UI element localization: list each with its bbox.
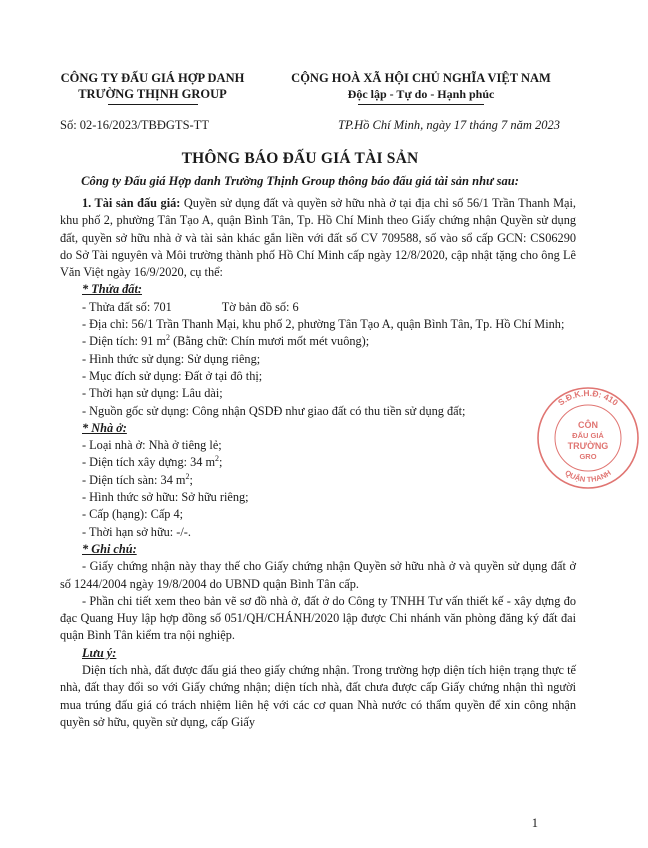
national-title: CỘNG HOÀ XÃ HỘI CHỦ NGHĨA VIỆT NAM — [291, 71, 551, 85]
section-asset-label: 1. Tài sản đấu giá: — [82, 196, 181, 210]
company-name-line2: TRƯỜNG THỊNH GROUP — [78, 87, 227, 101]
note-1: - Giấy chứng nhận này thay thế cho Giấy chứng nhận Quyền sở hữu nhà ở và quyền sử dụng đất ở số 1244/2004 ngày 19/8/2004 do UBND quận Bình Tân cấp. — [60, 559, 576, 591]
house-build-area: - Diện tích xây dựng: 34 $m^2$; — [82, 454, 223, 470]
caution-text: Diện tích nhà, đất được đấu giá theo giấy chứng nhận. Trong trường hợp diện tích hiện trạng thực tế nhà, đất thay đổi so với Giấy chứng nhận; diện tích nhà, đất chưa được cấp Giấy chứng nhận thì người mua trúng đấu giá có trách nhiệm liên hệ với các cơ quan Nhà nước có thẩm quyền để xin công nhận quyền sở hữu, quyền sử dụng, cấp Giấy — [60, 663, 576, 729]
company-underline — [108, 104, 198, 105]
land-purpose: - Mục đích sử dụng: Đất ở tại đô thị; — [82, 368, 263, 383]
company-name-line1: CÔNG TY ĐẤU GIÁ HỢP DANH — [60, 71, 245, 85]
place-and-date: TP.Hồ Chí Minh, ngày 17 tháng 7 năm 2023 — [338, 118, 560, 132]
parcel-number: - Thửa đất số: 701 — [82, 299, 172, 314]
stamp-ring-text: S.Đ.K.H.Đ: 410 — [555, 387, 621, 408]
stamp-inner-4: GRO — [579, 452, 597, 461]
house-ownership: - Hình thức sở hữu: Sở hữu riêng; — [82, 490, 249, 505]
land-heading: * Thửa đất: — [82, 282, 142, 297]
map-sheet-number: Tờ bản đồ số: 6 — [221, 299, 299, 314]
section-asset-text: Quyền sử dụng đất và quyền sở hữu nhà ở tại địa chỉ số 56/1 Trần Thanh Mại, khu phố 2, phường Tân Tạo A, quận Bình Tân, Tp. Hồ Chí Minh theo Giấy chứng nhận Quyền sử dụng đất, quyền sở hữu nhà ở và tài sản khác gắn liền với đất số CV 709588, số vào sổ cấp GCN: CS06290 do Sở Tài nguyên và Môi trường thành phố Hồ Chí Minh cấp ngày 12/8/2020, cập nhật tặng cho ông Lê Văn Việt ngày 16/9/2020, cụ thể: — [60, 196, 576, 280]
house-type: - Loại nhà ở: Nhà ở tiêng lẻ; — [82, 438, 222, 453]
stamp-inner-2: ĐẤU GIÁ — [572, 431, 604, 440]
note-2: - Phần chi tiết xem theo bản vẽ sơ đồ nhà ở, đất ở do Công ty TNHH Tư vấn thiết kế - xây dựng đo đạc Quang Huy lập hợp đồng số 051/QH/CHÁNH/2020 lập được Chi nhánh văn phòng đăng ký đất đai quận Bình Tân kiểm tra nội nghiệp. — [60, 593, 576, 643]
parcel-line — [60, 299, 576, 316]
house-grade: - Cấp (hạng): Cấp 4; — [82, 507, 184, 522]
document-title: THÔNG BÁO ĐẤU GIÁ TÀI SẢN — [181, 150, 419, 167]
land-use-form: - Hình thức sử dụng: Sử dụng riêng; — [82, 351, 261, 366]
notes-heading-line — [60, 541, 576, 558]
stamp-bottom-text: QUẬN THANH — [563, 468, 613, 485]
stamp-inner-3: TRƯỜNG — [567, 441, 609, 451]
page-number: 1 — [531, 816, 538, 830]
national-motto: Độc lập - Tự do - Hạnh phúc — [347, 87, 495, 101]
house-floor-area: - Diện tích sàn: 34 $m^2$; — [82, 471, 193, 487]
company-header — [40, 70, 265, 102]
caution-heading-line — [60, 645, 576, 662]
document-body — [60, 195, 576, 731]
land-heading-line — [60, 281, 576, 298]
motto-underline — [358, 104, 484, 105]
land-origin: - Nguồn gốc sử dụng: Công nhận QSDĐ như giao đất có thu tiền sử dụng đất; — [82, 403, 466, 418]
land-term: - Thời hạn sử dụng: Lâu dài; — [82, 386, 223, 401]
stamp-inner-1: CÔN — [578, 420, 598, 430]
notes-heading: * Ghi chú: — [82, 541, 137, 556]
national-header — [262, 70, 580, 102]
house-heading-line — [60, 420, 576, 437]
caution-heading: Lưu ý: — [82, 645, 117, 660]
house-ownership-term: - Thời hạn sở hữu: -/-. — [82, 524, 191, 539]
house-heading: * Nhà ở: — [82, 420, 127, 435]
document-number: Số: 02-16/2023/TBĐGTS-TT — [60, 118, 209, 132]
land-area: - Diện tích: 91 $m^2$ (Bằng chữ: Chín mươi mốt mét vuông); — [82, 333, 370, 349]
section-asset-paragraph — [60, 195, 576, 281]
intro-line: Công ty Đấu giá Hợp danh Trường Thịnh Group thông báo đấu giá tài sản như sau: — [81, 174, 519, 188]
land-address: - Địa chỉ: 56/1 Trần Thanh Mại, khu phố 2, phường Tân Tạo A, quận Bình Tân, Tp. Hồ Chí Minh; — [82, 317, 565, 332]
